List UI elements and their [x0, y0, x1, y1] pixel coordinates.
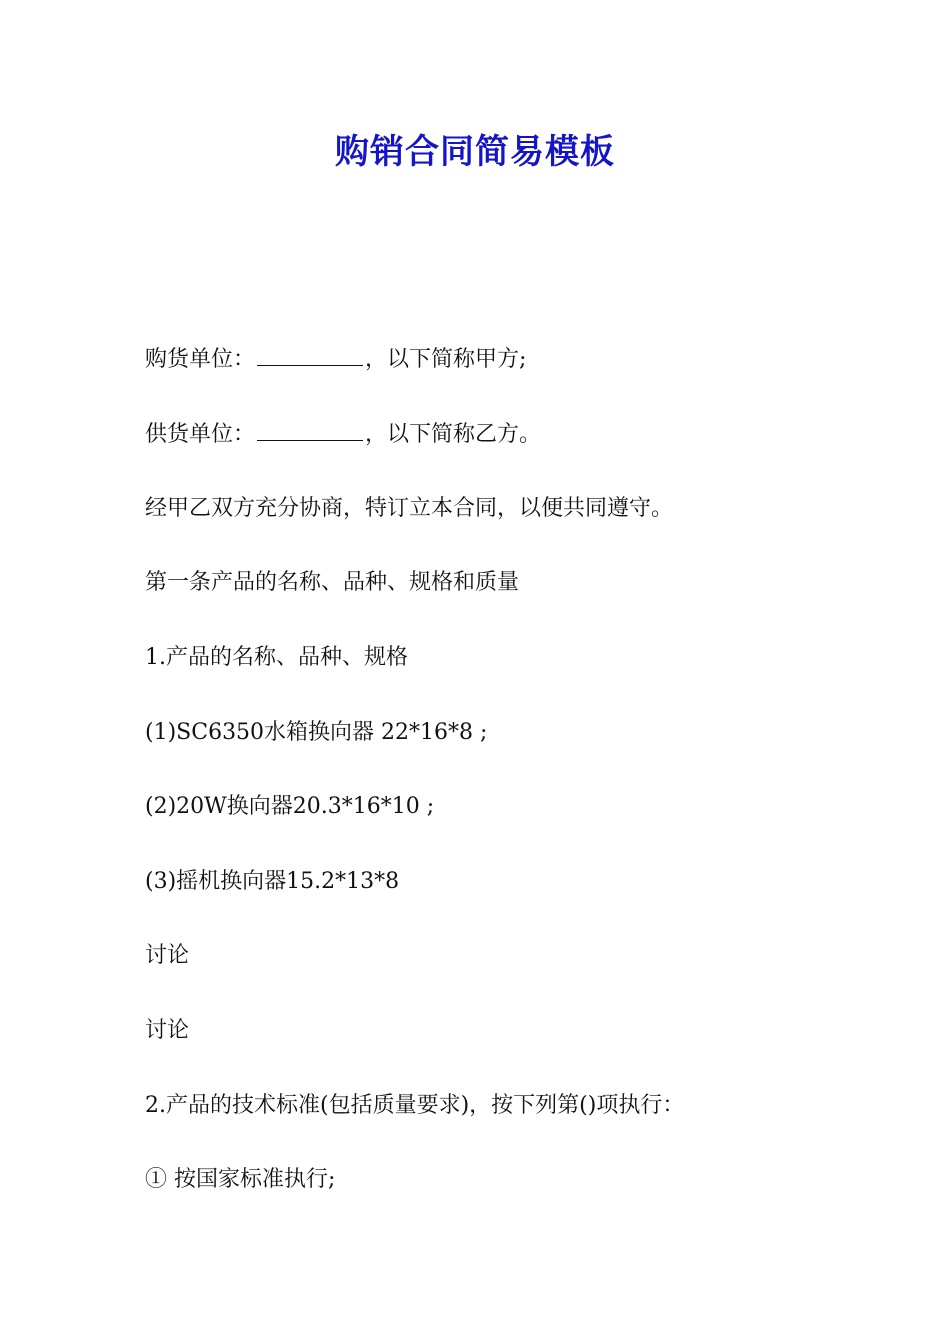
discussion-line-2: 讨论	[145, 1018, 190, 1043]
buyer-suffix: ，以下简称甲方;	[365, 347, 527, 372]
item-2-heading: 2.产品的技术标准(包括质量要求)，按下列第()项执行：	[145, 1093, 685, 1118]
product-2-line: (2)20W换向器20.3*16*10 ;	[145, 794, 435, 819]
seller-blank	[257, 420, 363, 441]
seller-label: 供货单位：	[145, 422, 256, 447]
item-1-heading: 1.产品的名称、品种、规格	[145, 645, 408, 670]
intro-paragraph: 经甲乙双方充分协商，特订立本合同，以便共同遵守。	[145, 496, 674, 521]
buyer-blank	[257, 345, 363, 366]
seller-line	[145, 420, 541, 450]
product-1-line: (1)SC6350水箱换向器 22*16*8 ;	[145, 720, 488, 745]
seller-suffix: ，以下简称乙方。	[365, 422, 542, 447]
article-1-heading: 第一条产品的名称、品种、规格和质量	[145, 570, 520, 595]
discussion-line-1: 讨论	[145, 943, 190, 968]
product-3-line: (3)摇机换向器15.2*13*8	[145, 869, 400, 894]
option-1-line: ① 按国家标准执行;	[145, 1167, 336, 1192]
buyer-label: 购货单位：	[145, 347, 256, 372]
buyer-line	[145, 345, 526, 375]
document-title: 购销合同简易模板	[335, 132, 615, 172]
